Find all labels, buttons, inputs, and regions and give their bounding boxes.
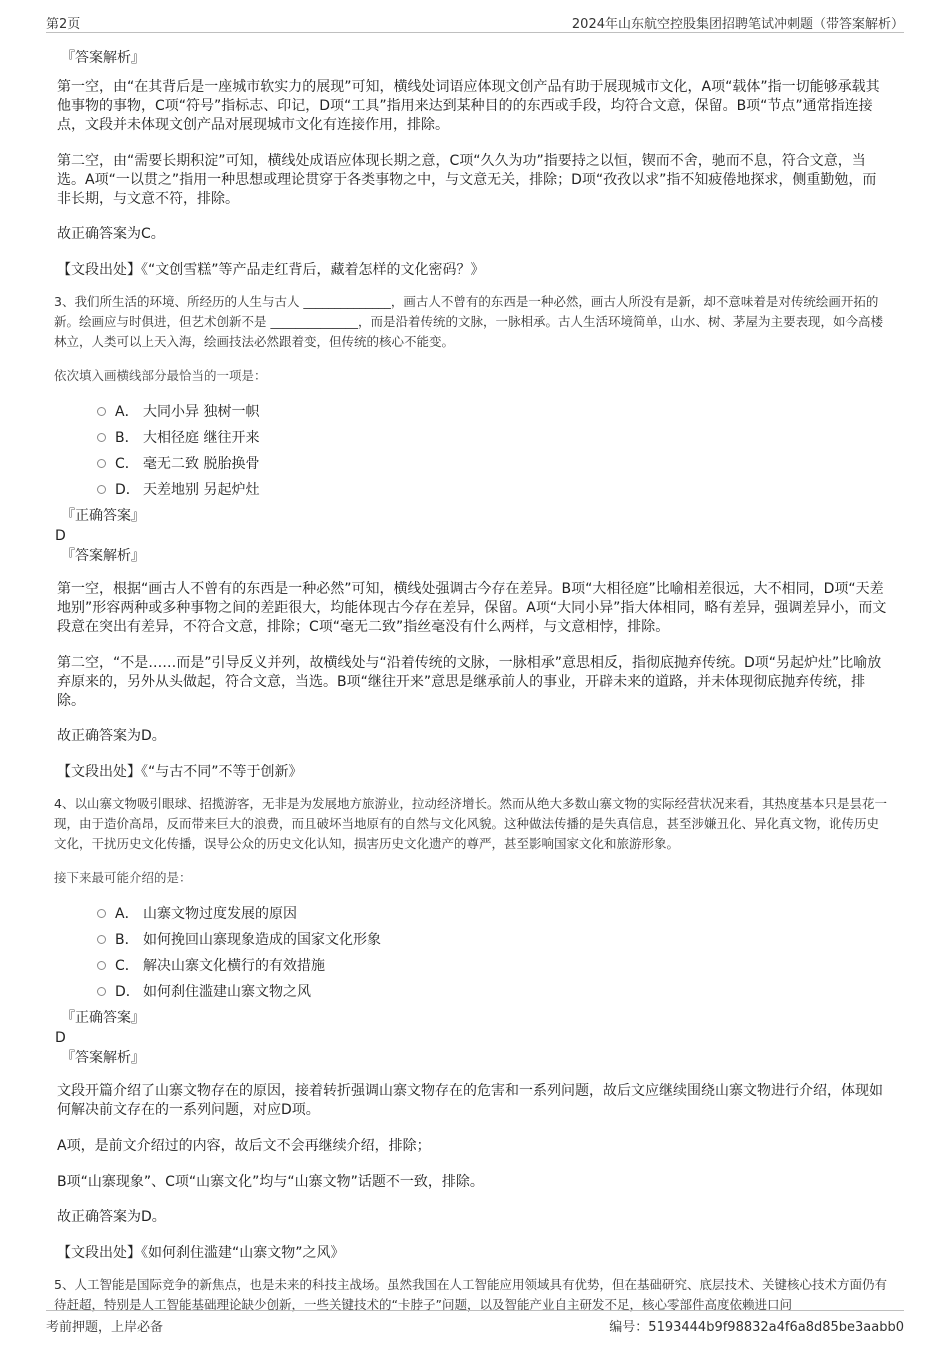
q3-option-c[interactable]: C． 毫无二致 脱胎换骨 bbox=[97, 450, 887, 476]
q4-option-c[interactable]: C． 解决山寨文化横行的有效措施 bbox=[97, 952, 887, 978]
correct-answer-label: 『正确答案』 bbox=[61, 508, 145, 524]
q4-option-d[interactable]: D． 如何刹住滥建山寨文物之风 bbox=[97, 978, 887, 1004]
page-footer bbox=[46, 1310, 904, 1335]
radio-icon[interactable] bbox=[97, 987, 106, 996]
radio-icon[interactable] bbox=[97, 909, 106, 918]
q4-analysis-p1: 文段开篇介绍了山寨文物存在的原因，接着转折强调山寨文物存在的危害和一系列问题，故后文应继续围绕山寨文物进行介绍，体现如何解决前文存在的一系列问题，对应D项。 bbox=[57, 1083, 883, 1118]
q3-source: 【文段出处】《“与古不同”不等于创新》 bbox=[57, 764, 303, 780]
q2-source: 【文段出处】《“文创雪糕”等产品走红背后，藏着怎样的文化密码？》 bbox=[57, 262, 485, 278]
correct-answer-label: 『正确答案』 bbox=[61, 1010, 145, 1026]
analysis-label: 『答案解析』 bbox=[61, 50, 145, 66]
q4-conclusion: 故正确答案为D。 bbox=[57, 1209, 166, 1225]
page-number: 第2页 bbox=[46, 17, 81, 32]
analysis-label: 『答案解析』 bbox=[61, 548, 145, 564]
radio-icon[interactable] bbox=[97, 407, 106, 416]
q4-option-b[interactable]: B． 如何挽回山寨现象造成的国家文化形象 bbox=[97, 926, 887, 952]
q3-option-a[interactable]: A． 大同小异 独树一帜 bbox=[97, 398, 887, 424]
q4-option-a[interactable]: A． 山寨文物过度发展的原因 bbox=[97, 900, 887, 926]
q4-answer: D bbox=[55, 1030, 66, 1046]
document-body bbox=[54, 48, 887, 1315]
q3-analysis-p2: 第二空，“不是……而是”引导反义并列，故横线处与“沿着传统的文脉，一脉相承”意思相反，指彻底抛弃传统。D项“另起炉灶”比喻放弃原来的，另外从头做起，符合文意，当选。B项“继往开来”意思是继承前人的事业，开辟未来的道路，并未体现彻底抛弃传统，排除。 bbox=[57, 655, 882, 709]
q3-analysis-p1: 第一空，根据“画古人不曾有的东西是一种必然”可知，横线处强调古今存在差异。B项“大相径庭”比喻相差很远，大不相同，D项“天差地别”形容两种或多种事物之间的差距很大，均能体现古今存在差异，保留。A项“大同小异”指大体相同，略有差异，强调差异小，而文段意在突出有差异，不符合文意，排除；C项“毫无二致”指丝毫没有什么两样，与文意相悖，排除。 bbox=[57, 581, 887, 635]
q3-option-d[interactable]: D． 天差地别 另起炉灶 bbox=[97, 476, 887, 502]
q2-conclusion: 故正确答案为C。 bbox=[57, 226, 165, 242]
radio-icon[interactable] bbox=[97, 459, 106, 468]
q5-text: 5、人工智能是国际竞争的新焦点，也是未来的科技主战场。虽然我国在人工智能应用领域具有优势，但在基础研究、底层技术、关键核心技术方面仍有待赶超，特别是人工智能基础理论缺少创新，一些关键技术的“卡脖子”问题，以及智能产业自主研发不足，核心零部件高度依赖进口问 bbox=[54, 1277, 887, 1312]
q2-analysis-p1: 第一空，由“在其背后是一座城市软实力的展现”可知，横线处词语应体现文创产品有助于展现城市文化，A项“载体”指一切能够承载其他事物的事物，C项“符号”指标志、印记，D项“工具”指用来达到某种目的的东西或手段，均符合文意，保留。B项“节点”通常指连接点，文段并未体现文创产品对展现城市文化有连接作用，排除。 bbox=[57, 79, 880, 133]
q3-conclusion: 故正确答案为D。 bbox=[57, 728, 166, 744]
q4-analysis-p3: B项“山寨现象”、C项“山寨文化”均与“山寨文物”话题不一致，排除。 bbox=[57, 1174, 484, 1190]
q2-analysis-p2: 第二空，由“需要长期积淀”可知，横线处成语应体现长期之意，C项“久久为功”指要持之以恒，锲而不舍，驰而不息，符合文意，当选。A项“一以贯之”指用一种思想或理论贯穿于各类事物之中，与文意无关，排除；D项“孜孜以求”指不知疲倦地探求，侧重勤勉，而非长期，与文意不符，排除。 bbox=[57, 153, 877, 207]
q4-source: 【文段出处】《如何刹住滥建“山寨文物”之风》 bbox=[57, 1245, 345, 1261]
document-title: 2024年山东航空控股集团招聘笔试冲刺题（带答案解析） bbox=[571, 17, 904, 32]
q4-text: 4、以山寨文物吸引眼球、招揽游客，无非是为发展地方旅游业，拉动经济增长。然而从绝大多数山寨文物的实际经营状况来看，其热度基本只是昙花一现，由于造价高昂，反而带来巨大的浪费，而且破坏当地原有的自然与文化风貌。这种做法传播的是失真信息，甚至涉嫌丑化、异化真文物，讹传历史文化，干扰历史文化传播，误导公众的历史文化认知，损害历史文化遗产的尊严，甚至影响国家文化和旅游形象。 bbox=[54, 796, 887, 851]
analysis-label: 『答案解析』 bbox=[61, 1050, 145, 1066]
radio-icon[interactable] bbox=[97, 433, 106, 442]
q3-prompt: 依次填入画横线部分最恰当的一项是： bbox=[54, 368, 267, 383]
q4-options bbox=[57, 900, 887, 1004]
q3-option-b[interactable]: B． 大相径庭 继往开来 bbox=[97, 424, 887, 450]
q3-options bbox=[57, 398, 887, 502]
document-id: 编号：5193444b9f98832a4f6a8d85be3aabb0 bbox=[609, 1320, 904, 1335]
radio-icon[interactable] bbox=[97, 935, 106, 944]
radio-icon[interactable] bbox=[97, 485, 106, 494]
q4-prompt: 接下来最可能介绍的是： bbox=[54, 870, 192, 885]
radio-icon[interactable] bbox=[97, 961, 106, 970]
page-header bbox=[46, 10, 904, 33]
footer-slogan: 考前押题，上岸必备 bbox=[46, 1320, 164, 1335]
q3-answer: D bbox=[55, 528, 66, 544]
q3-text: 3、我们所生活的环境、所经历的人生与古人 ______________，画古人不曾有的东西是一种必然，画古人所没有是新，却不意味着是对传统绘画开拓的新。绘画应与时俱进，但艺术创新不是 ______________，而是沿着传统的文脉，一脉相承。古人生活环境简单，山水、树、茅屋为主要表现，如今高楼林立，人类可以上天入海，绘画技法必然跟着变，但传统的核心不能变。 bbox=[54, 294, 883, 349]
q4-analysis-p2: A项，是前文介绍过的内容，故后文不会再继续介绍，排除； bbox=[57, 1138, 431, 1154]
